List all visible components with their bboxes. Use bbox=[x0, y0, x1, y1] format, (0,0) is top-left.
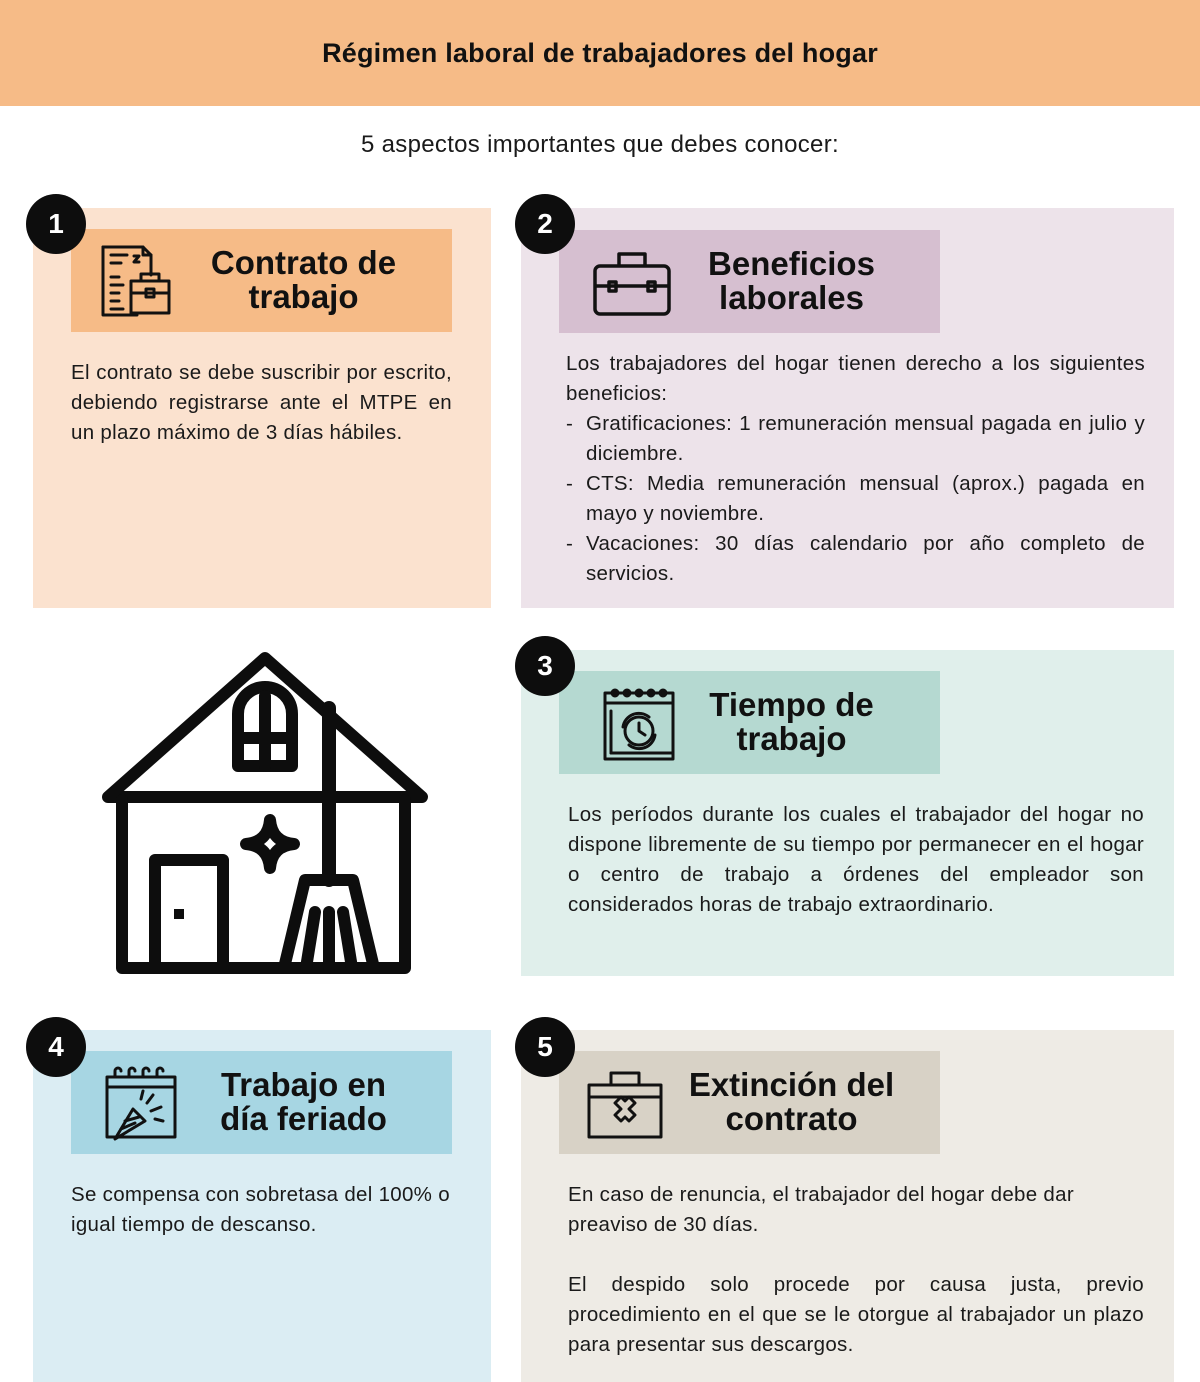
card-extincion-title-line2: contrato bbox=[725, 1100, 858, 1137]
house-broom-icon bbox=[100, 650, 430, 980]
card-beneficios-intro: Los trabajadores del hogar tienen derecho a los siguientes beneficios: bbox=[566, 352, 1145, 405]
card-feriado-title-line1: Trabajo en bbox=[220, 1066, 387, 1103]
card-beneficios-title-line2: laborales bbox=[719, 279, 864, 316]
card-extincion-number: 5 bbox=[515, 1017, 575, 1077]
card-contrato-title-line1: Contrato de bbox=[210, 244, 397, 281]
card-beneficios-title-box bbox=[559, 230, 940, 333]
page-title: Régimen laboral de trabajadores del hogar bbox=[322, 37, 878, 68]
list-item: - Vacaciones: 30 días calendario por año completo de servicios. bbox=[566, 529, 1145, 589]
subtitle: 5 aspectos importantes que debes conocer: bbox=[361, 131, 839, 158]
card-extincion-title-box bbox=[559, 1051, 940, 1154]
card-contrato-number: 1 bbox=[26, 194, 86, 254]
card-feriado-title-line2: día feriado bbox=[220, 1100, 387, 1137]
benefits-list bbox=[566, 409, 1145, 589]
card-feriado-number: 4 bbox=[26, 1017, 86, 1077]
card-tiempo-title-line2: trabajo bbox=[736, 720, 847, 757]
calendar-clock-icon bbox=[599, 683, 679, 763]
card-tiempo-text: Los períodos durante los cuales el trabajador del hogar no dispone libremente de su tiempo por permanecer en el hogar o centro de trabajo a órdenes del empleador son considerados horas de trabajo extraordinario. bbox=[568, 803, 1144, 916]
card-feriado-title-box bbox=[71, 1051, 452, 1154]
calendar-party-icon bbox=[101, 1063, 181, 1143]
card-tiempo-title-line1: Tiempo de bbox=[709, 686, 874, 723]
card-contrato-text: El contrato se debe suscribir por escrito, debiendo registrarse ante el MTPE en un plazo máximo de 3 días hábiles. bbox=[71, 361, 452, 444]
list-item: - Gratificaciones: 1 remuneración mensual pagada en julio y diciembre. bbox=[566, 409, 1145, 469]
card-beneficios-title-line1: Beneficios bbox=[708, 245, 875, 282]
card-extincion-paragraph-1: En caso de renuncia, el trabajador del hogar debe dar preaviso de 30 días. bbox=[568, 1183, 1074, 1236]
card-contrato-title-line2: trabajo bbox=[248, 278, 359, 315]
card-contrato-title-box bbox=[71, 229, 452, 332]
paragraph-spacer bbox=[568, 1240, 1144, 1270]
contract-document-icon bbox=[97, 241, 177, 321]
card-tiempo-number: 3 bbox=[515, 636, 575, 696]
card-extincion-text bbox=[568, 1180, 1144, 1360]
list-item: - CTS: Media remuneración mensual (aprox.) pagada en mayo y noviembre. bbox=[566, 469, 1145, 529]
briefcase-icon bbox=[591, 242, 671, 322]
card-beneficios-number: 2 bbox=[515, 194, 575, 254]
card-feriado-text: Se compensa con sobretasa del 100% o igual tiempo de descanso. bbox=[71, 1183, 450, 1236]
header-banner bbox=[0, 0, 1200, 106]
card-tiempo-title-box bbox=[559, 671, 940, 774]
card-extincion-paragraph-2: El despido solo procede por causa justa, previo procedimiento en el que se le otorgue al trabajador un plazo para presentar sus descargos. bbox=[568, 1273, 1144, 1356]
briefcase-cross-icon bbox=[585, 1063, 665, 1143]
card-extincion-title-line1: Extinción del bbox=[688, 1066, 895, 1103]
card-beneficios-text bbox=[566, 349, 1145, 589]
